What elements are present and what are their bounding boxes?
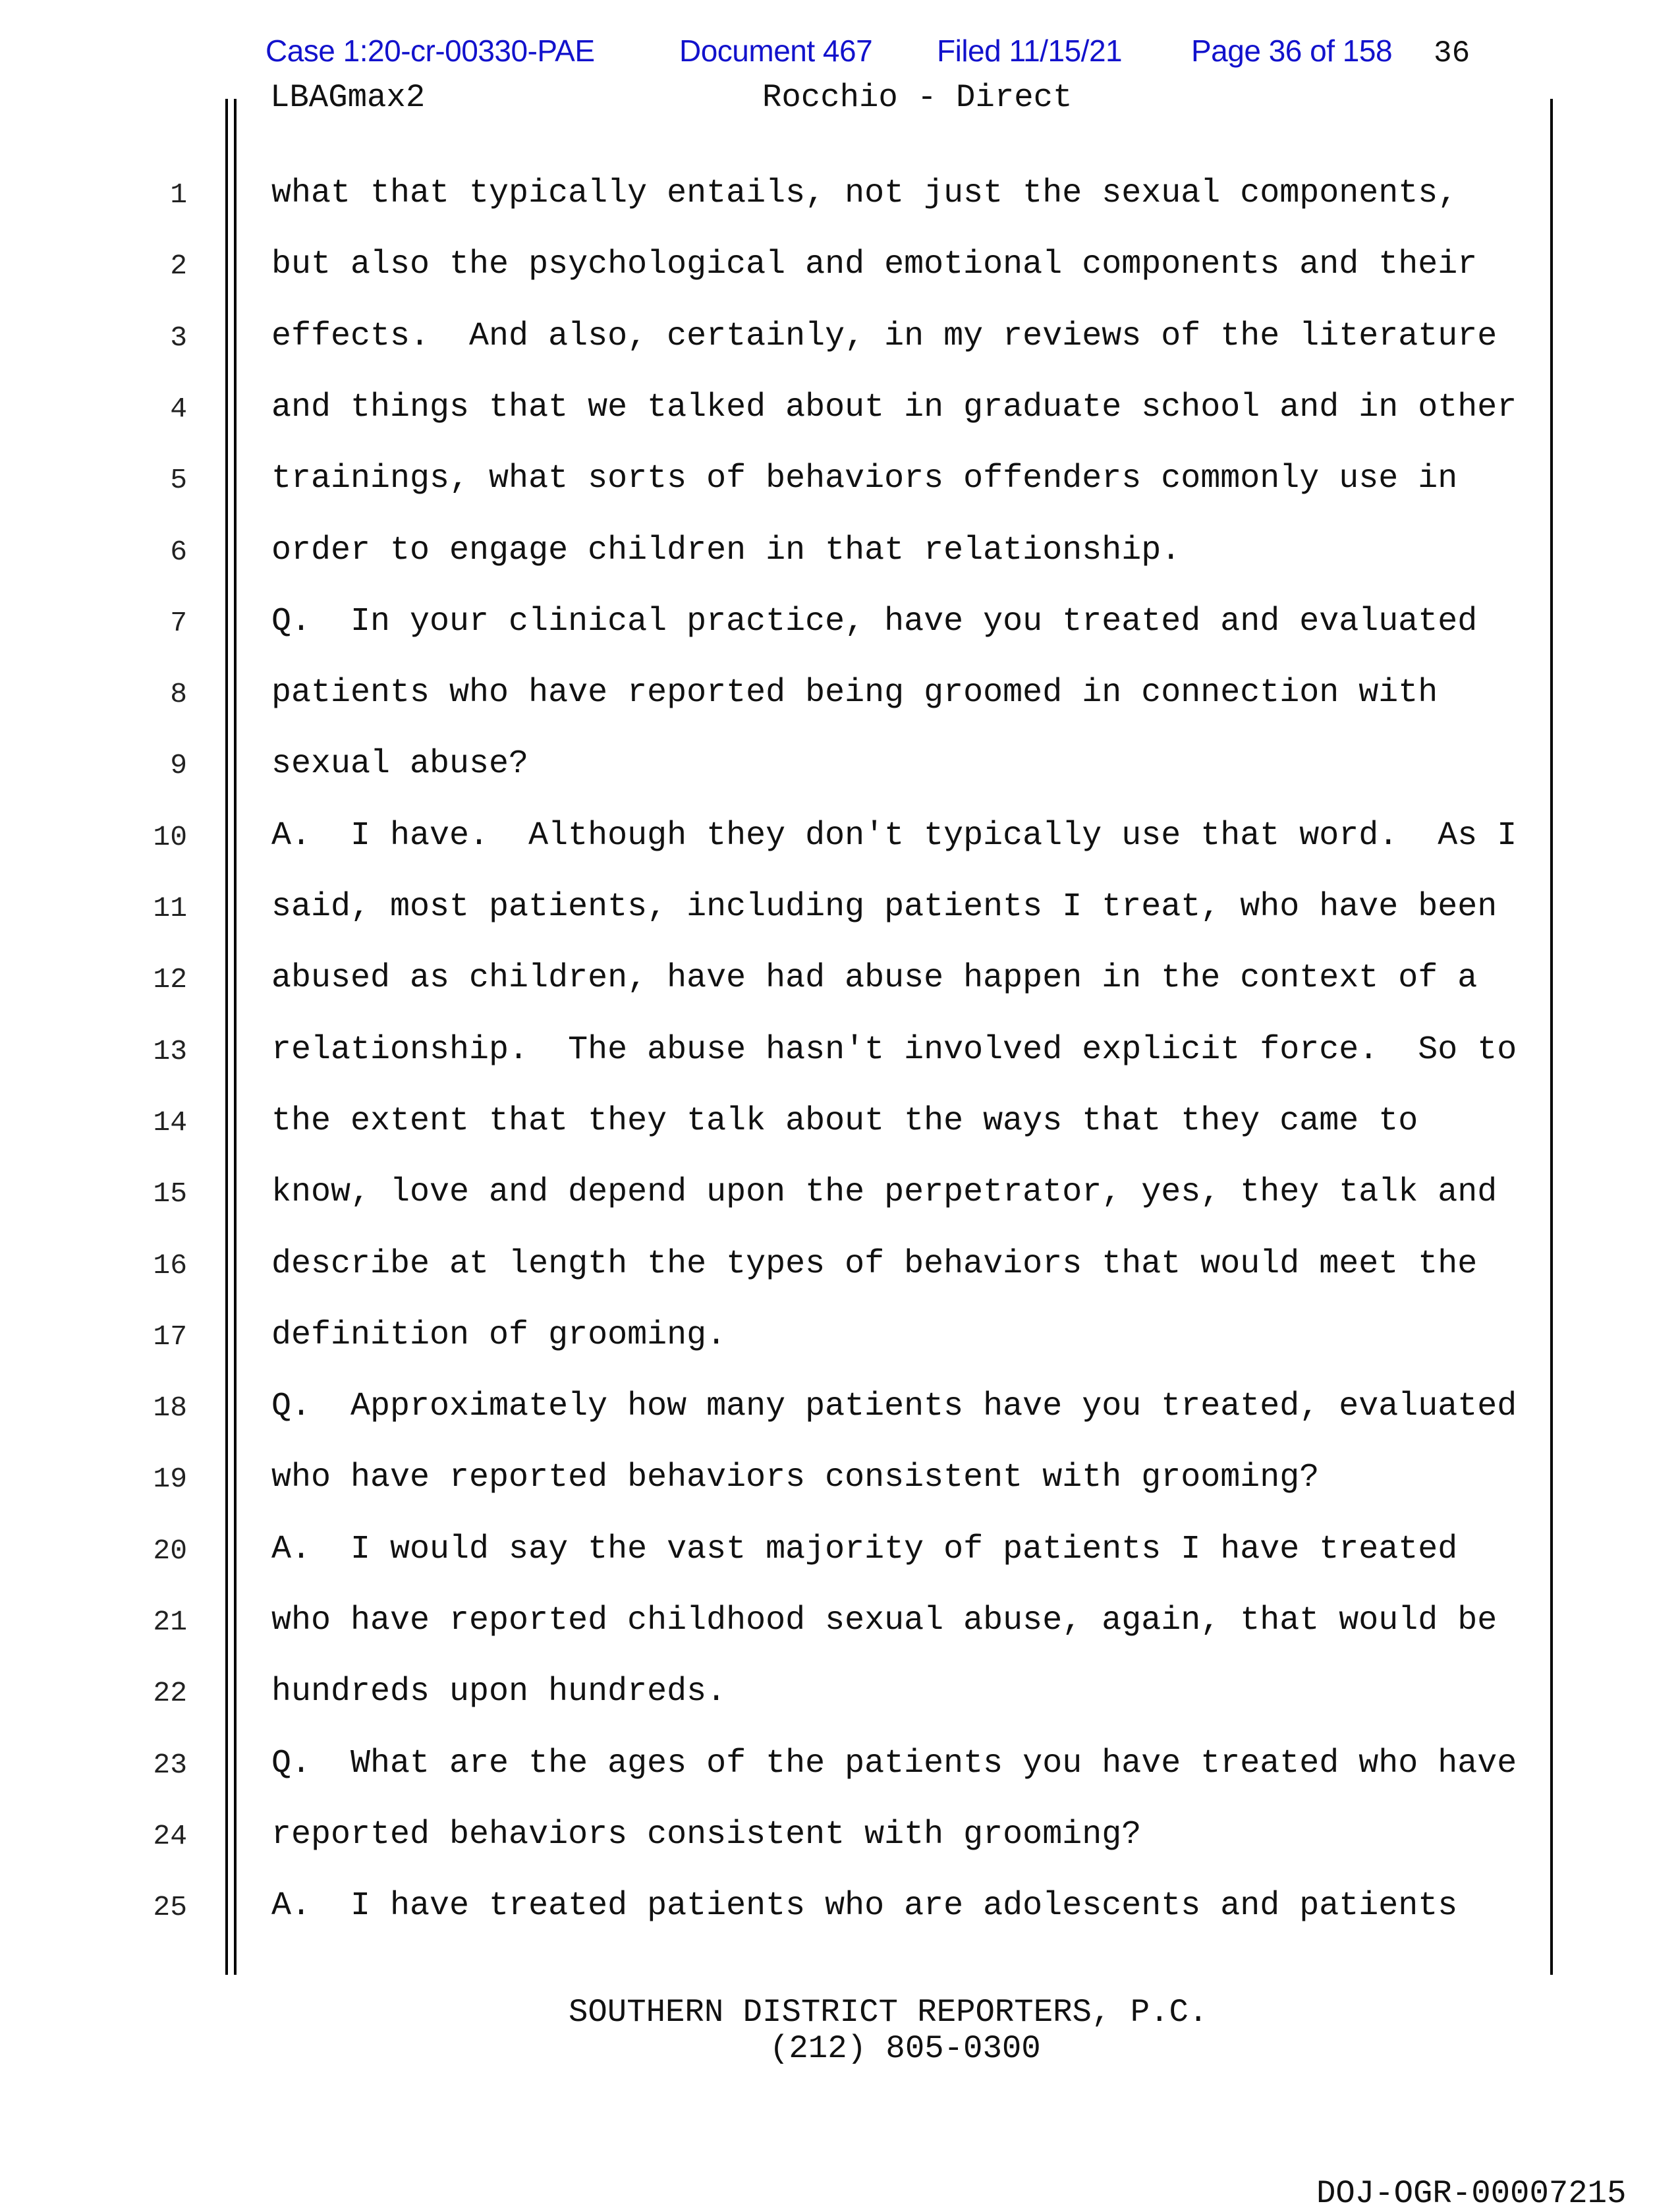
line-number: 5 xyxy=(170,464,187,497)
transcript-section-title: Rocchio - Direct xyxy=(762,79,1073,116)
right-margin-rule xyxy=(1550,99,1553,1975)
line-number: 3 xyxy=(170,321,187,354)
transcript-line: A. I would say the vast majority of patients I have treated xyxy=(271,1530,1458,1568)
filing-stamp-page: Page 36 of 158 xyxy=(1191,34,1393,68)
transcript-line: what that typically entails, not just the sexual components, xyxy=(271,175,1458,212)
line-number: 16 xyxy=(153,1249,187,1282)
line-number: 25 xyxy=(153,1891,187,1924)
transcript-line: hundreds upon hundreds. xyxy=(271,1673,727,1711)
line-number: 7 xyxy=(170,606,187,639)
transcript-line: who have reported behaviors consistent with grooming? xyxy=(271,1459,1320,1497)
transcript-page-number: 36 xyxy=(1434,36,1470,71)
left-margin-rule-outer xyxy=(225,99,228,1975)
left-margin-rule-inner xyxy=(234,99,237,1975)
line-number: 17 xyxy=(153,1320,187,1353)
filing-stamp-document: Document 467 xyxy=(679,34,873,68)
line-number: 11 xyxy=(153,892,187,924)
reporter-phone: (212) 805-0300 xyxy=(770,2030,1041,2067)
transcript-line: but also the psychological and emotional components and their xyxy=(271,246,1478,284)
transcript-line: effects. And also, certainly, in my reviews of the literature xyxy=(271,317,1498,355)
line-number: 6 xyxy=(170,535,187,568)
transcript-line: abused as children, have had abuse happen in the context of a xyxy=(271,959,1478,998)
transcript-line: definition of grooming. xyxy=(271,1316,727,1354)
line-number: 20 xyxy=(153,1534,187,1567)
transcript-line: trainings, what sorts of behaviors offenders commonly use in xyxy=(271,460,1458,498)
filing-stamp-case: Case 1:20-cr-00330-PAE xyxy=(266,34,595,68)
transcript-line: A. I have treated patients who are adolescents and patients xyxy=(271,1887,1458,1925)
line-number: 21 xyxy=(153,1606,187,1638)
filing-stamp-filed-date: Filed 11/15/21 xyxy=(937,34,1123,68)
line-number: 23 xyxy=(153,1748,187,1781)
line-number: 22 xyxy=(153,1677,187,1710)
line-number: 24 xyxy=(153,1819,187,1852)
transcript-code: LBAGmax2 xyxy=(270,79,426,116)
transcript-line: order to engage children in that relationship. xyxy=(271,531,1181,569)
transcript-line: Q. Approximately how many patients have you treated, evaluated xyxy=(271,1388,1517,1426)
line-number: 13 xyxy=(153,1035,187,1067)
transcript-line: reported behaviors consistent with grooming? xyxy=(271,1815,1142,1854)
bates-number: DOJ-OGR-00007215 xyxy=(1316,2175,1627,2212)
line-number: 14 xyxy=(153,1106,187,1139)
transcript-line: said, most patients, including patients I treat, who have been xyxy=(271,888,1498,926)
line-number: 8 xyxy=(170,678,187,711)
line-number: 10 xyxy=(153,820,187,853)
transcript-line: patients who have reported being groomed in connection with xyxy=(271,674,1438,712)
line-number: 18 xyxy=(153,1392,187,1425)
transcript-line: sexual abuse? xyxy=(271,745,529,783)
line-number: 9 xyxy=(170,749,187,782)
transcript-line: relationship. The abuse hasn't involved explicit force. So to xyxy=(271,1031,1517,1069)
transcript-line: know, love and depend upon the perpetrator, yes, they talk and xyxy=(271,1174,1498,1212)
line-number: 12 xyxy=(153,963,187,996)
line-number: 15 xyxy=(153,1177,187,1210)
transcript-line: describe at length the types of behaviors that would meet the xyxy=(271,1245,1478,1283)
line-number: 4 xyxy=(170,392,187,425)
transcript-line: who have reported childhood sexual abuse, again, that would be xyxy=(271,1602,1498,1639)
transcript-line: A. I have. Although they don't typically use that word. As I xyxy=(271,816,1517,855)
transcript-line: Q. In your clinical practice, have you treated and evaluated xyxy=(271,602,1478,640)
reporter-name: SOUTHERN DISTRICT REPORTERS, P.C. xyxy=(569,1994,1208,2031)
line-number: 1 xyxy=(170,179,187,211)
transcript-line: and things that we talked about in graduate school and in other xyxy=(271,388,1517,426)
transcript-line: the extent that they talk about the ways that they came to xyxy=(271,1102,1418,1140)
line-number: 19 xyxy=(153,1463,187,1496)
transcript-line: Q. What are the ages of the patients you have treated who have xyxy=(271,1744,1517,1782)
line-number: 2 xyxy=(170,250,187,283)
